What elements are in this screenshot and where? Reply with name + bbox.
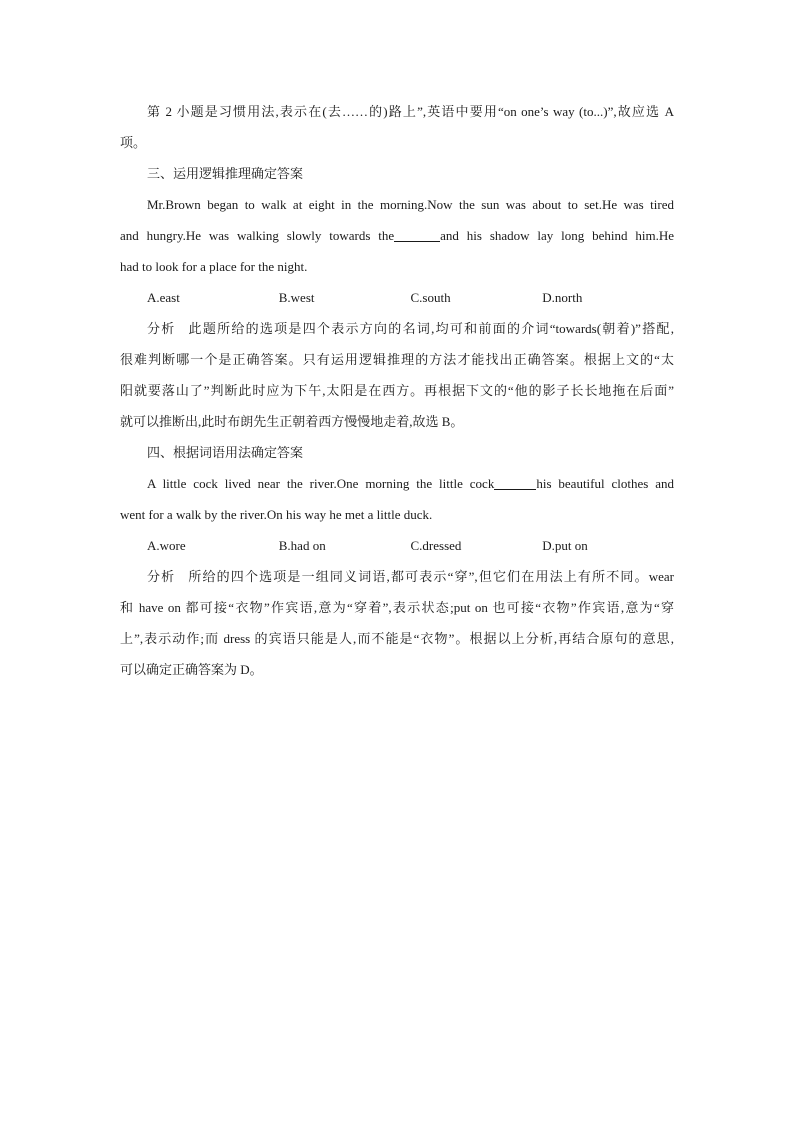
sec2-tail-line2: 项。	[120, 135, 147, 150]
sec4-passage-line2: went for a walk by the river.On his way he met a little duck.	[120, 507, 433, 522]
sec3-passage-l2-after: and his shadow lay long behind him.He	[440, 228, 674, 243]
sec3-options	[120, 282, 674, 313]
sec4-analysis-line1	[120, 561, 674, 592]
option-c: C.dressed	[410, 538, 462, 553]
sec3-passage-line1: Mr.Brown began to walk at eight in the morning.Now the sun was about to set.He was tired	[147, 197, 674, 212]
option-a: A.wore	[147, 538, 186, 553]
option-b: B.west	[278, 290, 315, 305]
sec3-analysis-line4: 就可以推断出,此时布朗先生正朝着西方慢慢地走着,故选 B。	[120, 414, 464, 429]
sec4-passage-l1-before: A little cock lived near the river.One morning the little cock	[147, 476, 495, 491]
option-b: B.had on	[278, 538, 326, 553]
sec3-analysis-line1	[120, 313, 674, 344]
option-d: D.north	[542, 290, 583, 305]
section3-heading: 三、运用逻辑推理确定答案	[147, 166, 304, 181]
sec3-passage-line2	[120, 220, 674, 251]
sec4-passage-line1	[120, 468, 674, 499]
option-c: C.south	[410, 290, 451, 305]
section4-heading: 四、根据词语用法确定答案	[147, 445, 304, 460]
sec4-passage-l1-after: his beautiful clothes and	[536, 476, 674, 491]
sec3-passage-line3: had to look for a place for the night.	[120, 259, 308, 274]
sec4-options	[120, 530, 674, 561]
option-d: D.put on	[542, 538, 588, 553]
option-a: A.east	[147, 290, 180, 305]
sec4-analysis-line2: 和 have on 都可接“衣物”作宾语,意为“穿着”,表示状态;put on 也可接“衣物”作宾语,意为“穿	[120, 600, 674, 615]
sec3-analysis-text1: 此题所给的选项是四个表示方向的名词,均可和前面的介词“towards(朝着)”搭配,	[188, 321, 674, 336]
sec3-analysis-line3: 阳就要落山了”判断此时应为下午,太阳是在西方。再根据下文的“他的影子长长地拖在后面”	[120, 383, 674, 398]
sec4-analysis-line3: 上”,表示动作;而 dress 的宾语只能是人,而不能是“衣物”。根据以上分析,再结合原句的意思,	[120, 631, 674, 646]
document-page	[120, 96, 674, 685]
sec4-analysis-text1: 所给的四个选项是一组同义词语,都可表示“穿”,但它们在用法上有所不同。wear	[188, 569, 674, 584]
answer-blank	[494, 475, 536, 490]
answer-blank	[394, 227, 440, 242]
sec4-analysis-line4: 可以确定正确答案为 D。	[120, 662, 263, 677]
analysis-label: 分析	[147, 321, 176, 336]
analysis-label: 分析	[147, 569, 176, 584]
sec3-passage-l2-before: and hungry.He was walking slowly towards the	[120, 228, 395, 243]
sec3-analysis-line2: 很难判断哪一个是正确答案。只有运用逻辑推理的方法才能找出正确答案。根据上文的“太	[120, 352, 674, 367]
sec2-tail-line1: 第 2 小题是习惯用法,表示在(去……的)路上”,英语中要用“on one’s way (to...)”,故应选 A	[147, 104, 674, 119]
